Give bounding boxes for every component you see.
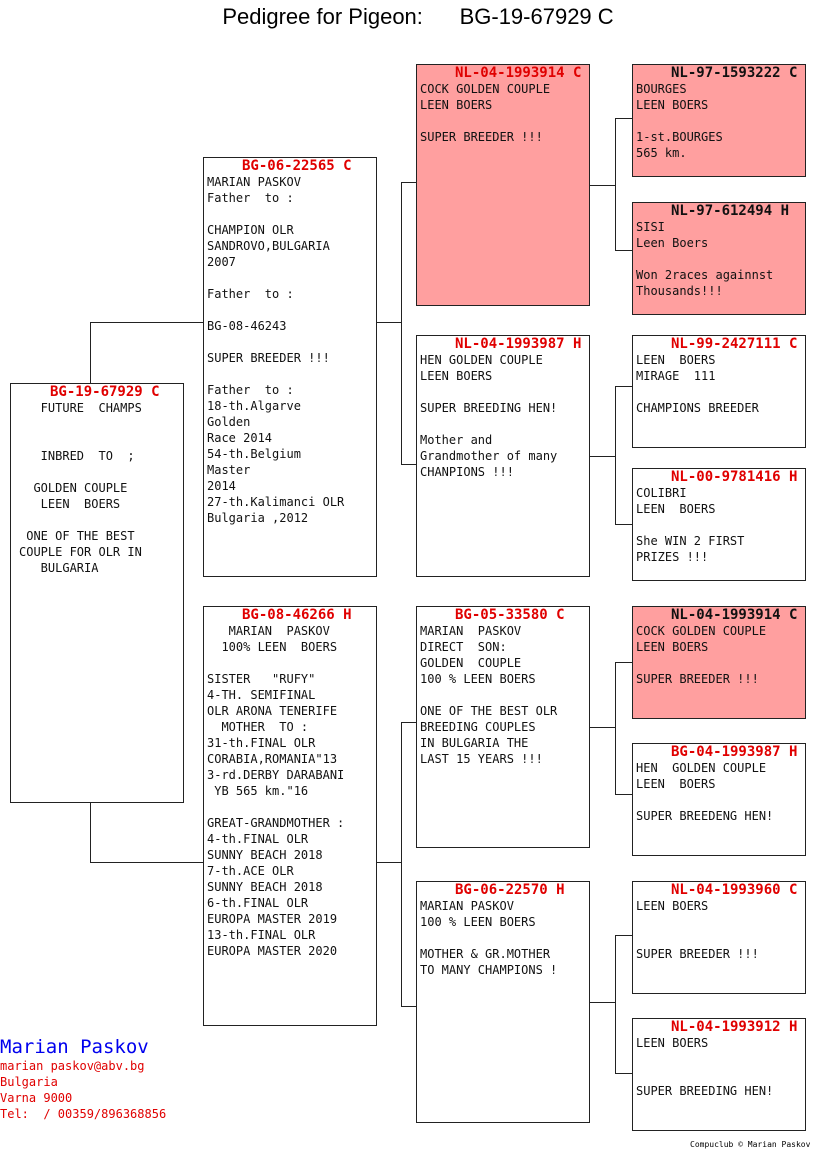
card-notes: [417, 898, 589, 978]
card-line: [207, 366, 376, 382]
card-line: YB 565 km."16: [207, 784, 309, 798]
card-line: 4-TH. SEMIFINAL: [207, 688, 316, 702]
card-line: FUTURE CHAMPS: [19, 401, 142, 415]
card-line: [636, 655, 805, 671]
card-line: SUPER BREEDER !!!: [207, 351, 330, 365]
connector-line: [90, 322, 91, 384]
card-line: 6-th.FINAL OLR: [207, 896, 309, 910]
card-line: 2007: [207, 255, 236, 269]
connector-line: [615, 662, 633, 663]
owner-name: Marian Paskov: [0, 1036, 149, 1058]
card-line: SUNNY BEACH 2018: [207, 880, 323, 894]
card-line: [636, 113, 805, 129]
card-line: LAST 15 YEARS !!!: [420, 752, 543, 766]
owner-phone: Tel: / 00359/896368856: [0, 1107, 167, 1121]
connector-line: [401, 182, 417, 183]
card-line: ONE OF THE BEST: [19, 529, 135, 543]
card-line: 7-th.ACE OLR: [207, 864, 294, 878]
card-line: OLR ARONA TENERIFE: [207, 704, 338, 718]
card-line: SUPER BREEDER !!!: [420, 130, 543, 144]
pigeon-card-sire-sire-sire[interactable]: [632, 64, 806, 177]
card-line: COLIBRI: [636, 486, 687, 500]
pigeon-card-dam-dam-sire[interactable]: [632, 881, 806, 994]
connector-line: [90, 322, 204, 323]
card-line: Race 2014: [207, 431, 273, 445]
card-line: SISI: [636, 220, 665, 234]
card-line: SUPER BREEDER !!!: [636, 947, 759, 961]
card-notes: [633, 760, 805, 824]
connector-line: [401, 464, 417, 465]
card-line: Bulgaria ,2012: [207, 511, 309, 525]
card-line: Won 2races againnst: [636, 268, 774, 282]
pigeon-card-dam-sire[interactable]: [416, 606, 590, 848]
card-line: [420, 113, 589, 129]
connector-line: [401, 722, 417, 723]
card-notes: [417, 623, 589, 767]
card-line: LEEN BOERS: [636, 502, 716, 516]
card-line: IN BULGARIA THE: [420, 736, 529, 750]
card-line: She WIN 2 FIRST: [636, 534, 745, 548]
owner-city: Varna 9000: [0, 1091, 73, 1105]
card-line: Thousands!!!: [636, 284, 723, 298]
card-line: COUPLE FOR OLR IN: [19, 545, 142, 559]
card-line: [207, 270, 376, 286]
ring-number: BG-06-22570 H: [455, 882, 565, 898]
card-line: CHANPIONS !!!: [420, 465, 514, 479]
ring-number: BG-06-22565 C: [242, 158, 352, 174]
card-line: HEN GOLDEN COUPLE: [420, 353, 543, 367]
card-line: ONE OF THE BEST OLR: [420, 704, 558, 718]
card-line: 1-st.BOURGES: [636, 130, 723, 144]
pigeon-card-dam-sire-dam[interactable]: [632, 743, 806, 856]
card-notes: [633, 219, 805, 299]
card-line: EUROPA MASTER 2020: [207, 944, 338, 958]
card-line: LEEN BOERS: [636, 899, 709, 913]
pigeon-card-sire-dam-dam[interactable]: [632, 468, 806, 581]
connector-line: [615, 386, 633, 387]
connector-line: [90, 862, 204, 863]
card-line: LEEN BOERS: [420, 369, 493, 383]
connector-line: [401, 1006, 417, 1007]
ring-number: NL-00-9781416 H: [671, 469, 798, 485]
connector-line: [376, 322, 402, 323]
connector-line: [615, 524, 633, 525]
card-notes: [633, 81, 805, 161]
card-line: LEEN BOERS: [420, 98, 493, 112]
connector-line: [615, 250, 633, 251]
ring-number: BG-05-33580 C: [455, 607, 565, 623]
card-notes: [417, 352, 589, 480]
card-line: [420, 384, 589, 400]
pigeon-card-dam-dam-dam[interactable]: [632, 1018, 806, 1131]
pigeon-card-dam-dam[interactable]: [416, 881, 590, 1123]
card-line: MOTHER TO :: [207, 720, 309, 734]
card-line: SISTER "RUFY": [207, 672, 316, 686]
card-notes: [633, 1035, 805, 1099]
card-notes: [11, 400, 183, 576]
card-notes: [417, 81, 589, 145]
connector-line: [615, 662, 616, 794]
card-line: LEEN BOERS: [19, 497, 121, 511]
pigeon-card-sire-dam-sire[interactable]: [632, 335, 806, 448]
connector-line: [401, 722, 402, 1006]
page-title: Pedigree for Pigeon: BG-19-67929 C: [222, 4, 614, 29]
pigeon-card-sire-sire[interactable]: [416, 64, 590, 306]
connector-line: [90, 802, 91, 862]
card-line: TO MANY CHAMPIONS !: [420, 963, 558, 977]
connector-line: [589, 727, 616, 728]
card-line: BULGARIA: [19, 561, 99, 575]
card-line: 4-th.FINAL OLR: [207, 832, 309, 846]
card-line: Grandmother of many: [420, 449, 558, 463]
connector-line: [589, 1002, 616, 1003]
card-line: CORABIA,ROMANIA"13: [207, 752, 338, 766]
connector-line: [376, 862, 402, 863]
connector-line: [615, 1073, 633, 1074]
card-line: EUROPA MASTER 2019: [207, 912, 338, 926]
card-line: [19, 512, 183, 528]
card-line: LEEN BOERS: [636, 98, 709, 112]
card-line: CHAMPIONS BREEDER: [636, 401, 759, 415]
card-line: GREAT-GRANDMOTHER :: [207, 816, 345, 830]
card-line: MOTHER & GR.MOTHER: [420, 947, 551, 961]
card-line: MARIAN PASKOV: [420, 899, 514, 913]
connector-line: [401, 182, 402, 464]
card-line: SUPER BREEDING HEN!: [636, 1084, 774, 1098]
card-line: MARIAN PASKOV: [207, 624, 330, 638]
card-line: [207, 799, 376, 815]
card-line: [636, 517, 805, 533]
card-notes: [633, 623, 805, 687]
card-line: 100 % LEEN BOERS: [420, 915, 536, 929]
card-line: [207, 655, 376, 671]
card-line: [636, 251, 805, 267]
pigeon-card-subject[interactable]: [10, 383, 184, 803]
card-line: Father to :: [207, 383, 294, 397]
card-line: 54-th.Belgium: [207, 447, 301, 461]
card-line: CHAMPION OLR: [207, 223, 294, 237]
card-line: [19, 464, 183, 480]
connector-line: [615, 794, 633, 795]
card-line: 27-th.Kalimanci OLR: [207, 495, 345, 509]
owner-country: Bulgaria: [0, 1075, 58, 1089]
ring-number: NL-04-1993914 C: [455, 65, 582, 81]
ring-number: BG-08-46266 H: [242, 607, 352, 623]
ring-number: NL-04-1993912 H: [671, 1019, 798, 1035]
card-line: LEEN BOERS: [636, 353, 716, 367]
card-line: Father to :: [207, 287, 294, 301]
card-line: [19, 416, 183, 432]
card-line: [636, 1067, 805, 1083]
card-line: BOURGES: [636, 82, 687, 96]
ring-number: NL-97-612494 H: [671, 203, 790, 219]
connector-line: [615, 935, 633, 936]
card-line: MARIAN PASKOV: [207, 175, 301, 189]
card-notes: [204, 623, 376, 959]
card-line: SUNNY BEACH 2018: [207, 848, 323, 862]
card-line: MARIAN PASKOV: [420, 624, 522, 638]
card-line: [636, 792, 805, 808]
pigeon-card-sire-dam[interactable]: [416, 335, 590, 577]
connector-line: [615, 118, 633, 119]
card-line: LEEN BOERS: [636, 640, 709, 654]
pigeon-card-dam-sire-sire[interactable]: [632, 606, 806, 719]
card-line: 100% LEEN BOERS: [207, 640, 338, 654]
card-line: SANDROVO,BULGARIA: [207, 239, 330, 253]
card-line: GOLDEN COUPLE: [19, 481, 128, 495]
card-line: 565 km.: [636, 146, 687, 160]
card-notes: [633, 352, 805, 416]
card-notes: [633, 485, 805, 565]
connector-line: [589, 456, 616, 457]
card-line: LEEN BOERS: [636, 777, 716, 791]
card-line: [420, 687, 589, 703]
card-line: COCK GOLDEN COUPLE: [636, 624, 767, 638]
connector-line: [615, 935, 616, 1073]
card-line: [207, 302, 376, 318]
card-line: [636, 384, 805, 400]
card-line: [19, 432, 183, 448]
card-line: 100 % LEEN BOERS: [420, 672, 536, 686]
ring-number: NL-99-2427111 C: [671, 336, 798, 352]
card-line: Father to :: [207, 191, 294, 205]
card-line: INBRED TO ;: [19, 449, 135, 463]
ring-number: NL-97-1593222 C: [671, 65, 798, 81]
card-line: MIRAGE 111: [636, 369, 716, 383]
connector-line: [589, 185, 616, 186]
ring-number: NL-04-1993914 C: [671, 607, 798, 623]
card-line: 31-th.FINAL OLR: [207, 736, 316, 750]
ring-number: NL-04-1993987 H: [455, 336, 582, 352]
ring-number: BG-19-67929 C: [50, 384, 160, 400]
card-line: SUPER BREEDENG HEN!: [636, 809, 774, 823]
card-line: [420, 416, 589, 432]
card-line: DIRECT SON:: [420, 640, 507, 654]
card-line: Golden: [207, 415, 251, 429]
card-line: [420, 930, 589, 946]
card-line: SUPER BREEDING HEN!: [420, 401, 558, 415]
card-line: SUPER BREEDER !!!: [636, 672, 759, 686]
card-notes: [204, 174, 376, 526]
ring-number: NL-04-1993960 C: [671, 882, 798, 898]
card-line: Mother and: [420, 433, 493, 447]
ring-number: BG-04-1993987 H: [671, 744, 798, 760]
pigeon-card-dam[interactable]: [203, 606, 377, 1026]
card-line: HEN GOLDEN COUPLE: [636, 761, 767, 775]
card-line: 3-rd.DERBY DARABANI: [207, 768, 345, 782]
card-line: GOLDEN COUPLE: [420, 656, 522, 670]
card-notes: [633, 898, 805, 962]
pigeon-card-sire[interactable]: [203, 157, 377, 577]
pigeon-card-sire-sire-dam[interactable]: [632, 202, 806, 315]
owner-email[interactable]: marian paskov@abv.bg: [0, 1059, 145, 1073]
card-line: 2014: [207, 479, 236, 493]
card-line: Master: [207, 463, 251, 477]
card-line: Leen Boers: [636, 236, 709, 250]
card-line: BG-08-46243: [207, 319, 287, 333]
card-line: [207, 206, 376, 222]
card-line: [636, 930, 805, 946]
card-line: COCK GOLDEN COUPLE: [420, 82, 551, 96]
card-line: LEEN BOERS: [636, 1036, 709, 1050]
connector-line: [615, 386, 616, 524]
card-line: 13-th.FINAL OLR: [207, 928, 316, 942]
card-line: PRIZES !!!: [636, 550, 709, 564]
card-line: [636, 914, 805, 930]
card-line: [636, 1051, 805, 1067]
card-line: BREEDING COUPLES: [420, 720, 536, 734]
connector-line: [615, 118, 616, 250]
card-line: [207, 334, 376, 350]
owner-info: [0, 1036, 166, 1122]
copyright-footer: Compuclub © Marian Paskov: [690, 1140, 811, 1149]
card-line: 18-th.Algarve: [207, 399, 301, 413]
